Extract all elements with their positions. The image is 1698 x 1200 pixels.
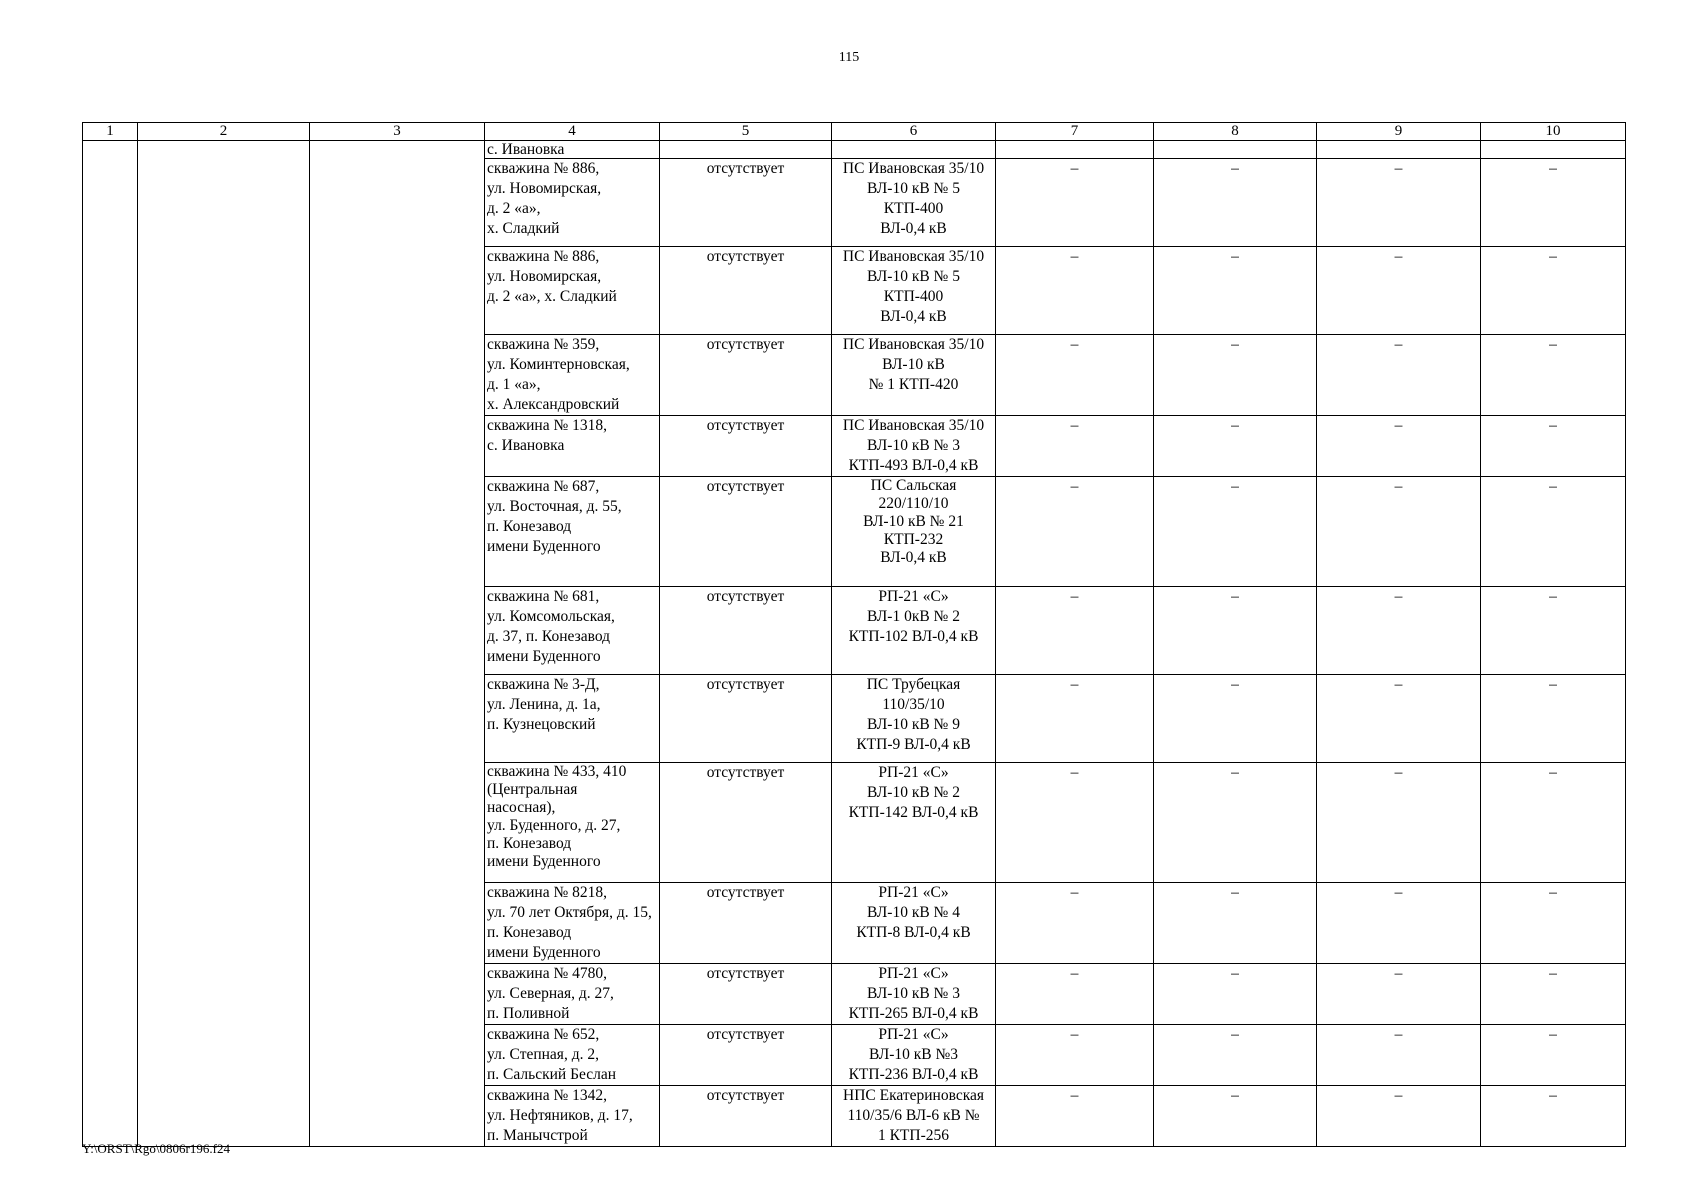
cell-col8: –	[1154, 1025, 1317, 1086]
cell-col8: –	[1154, 964, 1317, 1025]
cell-col7: –	[996, 1086, 1154, 1147]
cell-connection-status: отсутствует	[660, 159, 832, 247]
column-number-row	[83, 123, 1626, 141]
cell-power-source: РП-21 «С» ВЛ-1 0кВ № 2 КТП-102 ВЛ-0,4 кВ	[832, 587, 996, 675]
cell-col9: –	[1317, 1086, 1481, 1147]
cell-power-source: РП-21 «С» ВЛ-10 кВ № 4 КТП-8 ВЛ-0,4 кВ	[832, 883, 996, 964]
cell-col9: –	[1317, 964, 1481, 1025]
column-header: 4	[485, 123, 660, 141]
column-header: 2	[138, 123, 310, 141]
cell-col8: –	[1154, 763, 1317, 883]
cell-col10: –	[1481, 416, 1626, 477]
cell-col9: –	[1317, 247, 1481, 335]
cell-col8: –	[1154, 335, 1317, 416]
data-table	[82, 122, 1626, 1147]
cell-col10	[1481, 141, 1626, 159]
cell-connection-status: отсутствует	[660, 763, 832, 883]
cell-col7: –	[996, 247, 1154, 335]
page-number: 115	[838, 50, 860, 65]
cell-connection-status: отсутствует	[660, 247, 832, 335]
cell-col10: –	[1481, 477, 1626, 587]
column-header: 10	[1481, 123, 1626, 141]
cell-col8	[1154, 141, 1317, 159]
cell-location: скважина № 687, ул. Восточная, д. 55, п. Конезавод имени Буденного	[485, 477, 660, 587]
cell-col10: –	[1481, 1086, 1626, 1147]
cell-col9: –	[1317, 1025, 1481, 1086]
cell-location: скважина № 1342, ул. Нефтяников, д. 17, п. Манычстрой	[485, 1086, 660, 1147]
cell-power-source: ПС Ивановская 35/10 ВЛ-10 кВ № 5 КТП-400 ВЛ-0,4 кВ	[832, 247, 996, 335]
cell-power-source: ПС Трубецкая 110/35/10 ВЛ-10 кВ № 9 КТП-9 ВЛ-0,4 кВ	[832, 675, 996, 763]
cell-col3	[310, 141, 485, 1147]
cell-col9: –	[1317, 416, 1481, 477]
cell-col7: –	[996, 675, 1154, 763]
cell-col10: –	[1481, 1025, 1626, 1086]
cell-location: скважина № 8218, ул. 70 лет Октября, д. 15, п. Конезавод имени Буденного	[485, 883, 660, 964]
cell-col7: –	[996, 477, 1154, 587]
cell-col9: –	[1317, 159, 1481, 247]
cell-location: с. Ивановка	[485, 141, 660, 159]
cell-col7: –	[996, 763, 1154, 883]
cell-location: скважина № 886, ул. Новомирская, д. 2 «а», х. Сладкий	[485, 159, 660, 247]
cell-power-source: ПС Ивановская 35/10 ВЛ-10 кВ № 5 КТП-400 ВЛ-0,4 кВ	[832, 159, 996, 247]
cell-col8: –	[1154, 1086, 1317, 1147]
column-header: 3	[310, 123, 485, 141]
cell-col2	[138, 141, 310, 1147]
column-header: 6	[832, 123, 996, 141]
footer-file-path: Y:\ORST\Rgo\0806r196.f24	[82, 1141, 230, 1156]
cell-col9: –	[1317, 335, 1481, 416]
cell-location: скважина № 886, ул. Новомирская, д. 2 «а», х. Сладкий	[485, 247, 660, 335]
column-header: 7	[996, 123, 1154, 141]
cell-col7: –	[996, 335, 1154, 416]
cell-col9: –	[1317, 587, 1481, 675]
cell-location: скважина № 433, 410 (Центральная насосная), ул. Буденного, д. 27, п. Конезавод имени Буденного	[485, 763, 660, 883]
column-header: 9	[1317, 123, 1481, 141]
column-header: 8	[1154, 123, 1317, 141]
cell-col1	[83, 141, 138, 1147]
cell-col9: –	[1317, 763, 1481, 883]
cell-col7: –	[996, 964, 1154, 1025]
cell-connection-status: отсутствует	[660, 335, 832, 416]
cell-connection-status: отсутствует	[660, 1086, 832, 1147]
cell-col10: –	[1481, 675, 1626, 763]
cell-col10: –	[1481, 159, 1626, 247]
cell-col8: –	[1154, 416, 1317, 477]
column-header: 5	[660, 123, 832, 141]
cell-power-source: РП-21 «С» ВЛ-10 кВ №3 КТП-236 ВЛ-0,4 кВ	[832, 1025, 996, 1086]
column-header: 1	[83, 123, 138, 141]
cell-col10: –	[1481, 763, 1626, 883]
cell-location: скважина № 359, ул. Коминтерновская, д. 1 «а», х. Александровский	[485, 335, 660, 416]
cell-col10: –	[1481, 587, 1626, 675]
cell-col9	[1317, 141, 1481, 159]
cell-col9: –	[1317, 883, 1481, 964]
cell-connection-status: отсутствует	[660, 964, 832, 1025]
cell-col10: –	[1481, 883, 1626, 964]
cell-col8: –	[1154, 159, 1317, 247]
cell-col6	[832, 141, 996, 159]
cell-connection-status: отсутствует	[660, 883, 832, 964]
cell-col7: –	[996, 1025, 1154, 1086]
cell-col7: –	[996, 416, 1154, 477]
cell-location: скважина № 4780, ул. Северная, д. 27, п. Поливной	[485, 964, 660, 1025]
cell-col10: –	[1481, 247, 1626, 335]
cell-power-source: НПС Екатериновская 110/35/6 ВЛ-6 кВ № 1 КТП-256	[832, 1086, 996, 1147]
cell-col8: –	[1154, 883, 1317, 964]
table-row	[83, 141, 1626, 159]
cell-col10: –	[1481, 335, 1626, 416]
cell-location: скважина № 3-Д, ул. Ленина, д. 1а, п. Кузнецовский	[485, 675, 660, 763]
cell-col8: –	[1154, 587, 1317, 675]
cell-location: скважина № 652, ул. Степная, д. 2, п. Сальский Беслан	[485, 1025, 660, 1086]
cell-power-source: РП-21 «С» ВЛ-10 кВ № 2 КТП-142 ВЛ-0,4 кВ	[832, 763, 996, 883]
cell-col8: –	[1154, 675, 1317, 763]
cell-connection-status: отсутствует	[660, 587, 832, 675]
cell-connection-status: отсутствует	[660, 675, 832, 763]
cell-connection-status: отсутствует	[660, 416, 832, 477]
cell-power-source: ПС Ивановская 35/10 ВЛ-10 кВ № 1 КТП-420	[832, 335, 996, 416]
cell-col9: –	[1317, 477, 1481, 587]
cell-col10: –	[1481, 964, 1626, 1025]
cell-col7	[996, 141, 1154, 159]
cell-connection-status: отсутствует	[660, 477, 832, 587]
cell-location: скважина № 681, ул. Комсомольская, д. 37, п. Конезавод имени Буденного	[485, 587, 660, 675]
cell-col7: –	[996, 883, 1154, 964]
cell-col5	[660, 141, 832, 159]
cell-col8: –	[1154, 477, 1317, 587]
cell-location: скважина № 1318, с. Ивановка	[485, 416, 660, 477]
cell-col9: –	[1317, 675, 1481, 763]
cell-power-source: РП-21 «С» ВЛ-10 кВ № 3 КТП-265 ВЛ-0,4 кВ	[832, 964, 996, 1025]
cell-col7: –	[996, 587, 1154, 675]
cell-power-source: ПС Ивановская 35/10 ВЛ-10 кВ № 3 КТП-493 ВЛ-0,4 кВ	[832, 416, 996, 477]
cell-power-source: ПС Сальская 220/110/10 ВЛ-10 кВ № 21 КТП-232 ВЛ-0,4 кВ	[832, 477, 996, 587]
cell-col7: –	[996, 159, 1154, 247]
cell-col8: –	[1154, 247, 1317, 335]
cell-connection-status: отсутствует	[660, 1025, 832, 1086]
